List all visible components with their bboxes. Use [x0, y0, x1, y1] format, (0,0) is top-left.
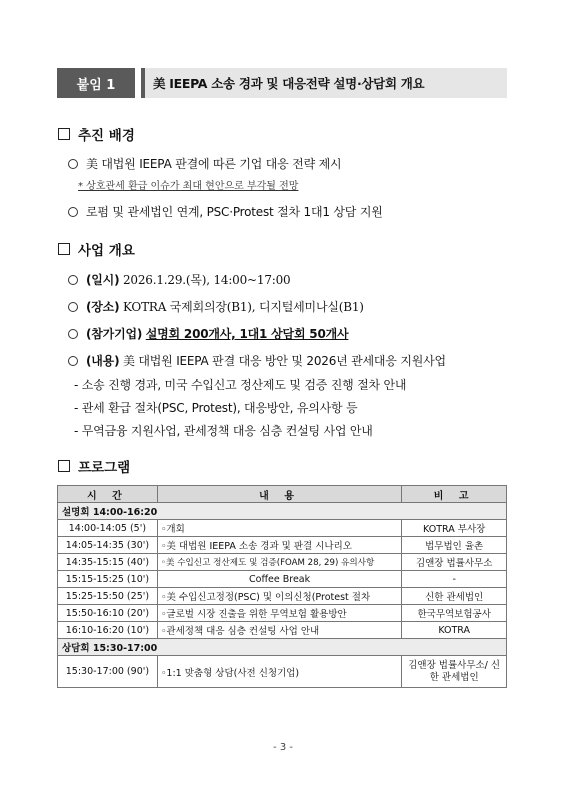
- group-row-seminar: 설명회 14:00-16:20: [58, 503, 507, 520]
- attachment-tag: 붙임 1: [57, 68, 135, 98]
- overview-sub-3: - 무역금융 지원사업, 관세정책 대응 심층 컨설팅 사업 안내: [74, 424, 373, 438]
- program-table: [57, 485, 507, 688]
- table-row: 15:50-16:10 (20') ◦글로벌 시장 진출을 위한 무역보험 활용방안 한국무역보험공사: [58, 605, 507, 622]
- square-bullet-icon: [58, 128, 70, 140]
- overview-place: (장소) KOTRA 국제회의장(B1), 디지털세미나실(B1): [68, 298, 364, 315]
- title-bar: [57, 68, 507, 98]
- overview-participants: (참가기업) 설명회 200개사, 1대1 상담회 50개사: [68, 325, 348, 342]
- column-header-content: 내 용: [157, 486, 402, 503]
- circle-bullet-icon: [68, 159, 78, 169]
- background-item-2: 로펌 및 관세법인 연계, PSC·Protest 절차 1대1 상담 지원: [68, 203, 383, 220]
- circle-bullet-icon: [68, 356, 78, 366]
- section-heading-program: 프로그램: [58, 456, 130, 476]
- table-row: 14:00-14:05 (5') ◦개회 KOTRA 부사장: [58, 520, 507, 537]
- background-item-1: 美 대법원 IEEPA 판결에 따른 기업 대응 전략 제시: [68, 155, 341, 172]
- overview-sub-2: - 관세 환급 절차(PSC, Protest), 대응방안, 유의사항 등: [74, 401, 358, 415]
- section-heading-overview: 사업 개요: [58, 239, 135, 259]
- page-number: - 3 -: [273, 742, 293, 753]
- table-header-row: [58, 486, 507, 503]
- table-row: 15:25-15:50 (25') ◦美 수입신고정정(PSC) 및 이의신청(Protest 절차 신한 관세법인: [58, 588, 507, 605]
- table-row: 15:15-15:25 (10') Coffee Break -: [58, 571, 507, 588]
- table-row: 14:35-15:15 (40') ◦美 수입신고 정산제도 및 검증(FOAM 28, 29) 유의사항 김앤장 법률사무소: [58, 554, 507, 571]
- overview-date: (일시) 2026.1.29.(목), 14:00~17:00: [68, 271, 290, 288]
- circle-bullet-icon: [68, 302, 78, 312]
- section-heading-background: 추진 배경: [58, 124, 135, 144]
- overview-sub-1: - 소송 진행 경과, 미국 수입신고 정산제도 및 검증 진행 절차 안내: [74, 378, 407, 392]
- background-note: * 상호관세 환급 이슈가 최대 현안으로 부각될 전망: [78, 181, 299, 192]
- square-bullet-icon: [58, 460, 70, 472]
- document-title: 美 IEEPA 소송 경과 및 대응전략 설명·상담회 개요: [141, 68, 507, 98]
- circle-bullet-icon: [68, 329, 78, 339]
- column-header-note: 비 고: [402, 486, 507, 503]
- column-header-time: 시 간: [58, 486, 158, 503]
- circle-bullet-icon: [68, 207, 78, 217]
- table-row: 14:05-14:35 (30') ◦美 대법원 IEEPA 소송 경과 및 판결 시나리오 법무법인 율촌: [58, 537, 507, 554]
- overview-content: (내용) 美 대법원 IEEPA 판결 대응 방안 및 2026년 관세대응 지원사업: [68, 352, 446, 369]
- table-row: 16:10-16:20 (10') ◦관세정책 대응 심층 컨설팅 사업 안내 KOTRA: [58, 622, 507, 639]
- circle-bullet-icon: [68, 275, 78, 285]
- square-bullet-icon: [58, 243, 70, 255]
- table-row: 15:30-17:00 (90') ◦1:1 맞춤형 상담(사전 신청기업) 김앤장 법률사무소/ 신한 관세법인: [58, 656, 507, 688]
- group-row-consultation: 상담회 15:30-17:00: [58, 639, 507, 656]
